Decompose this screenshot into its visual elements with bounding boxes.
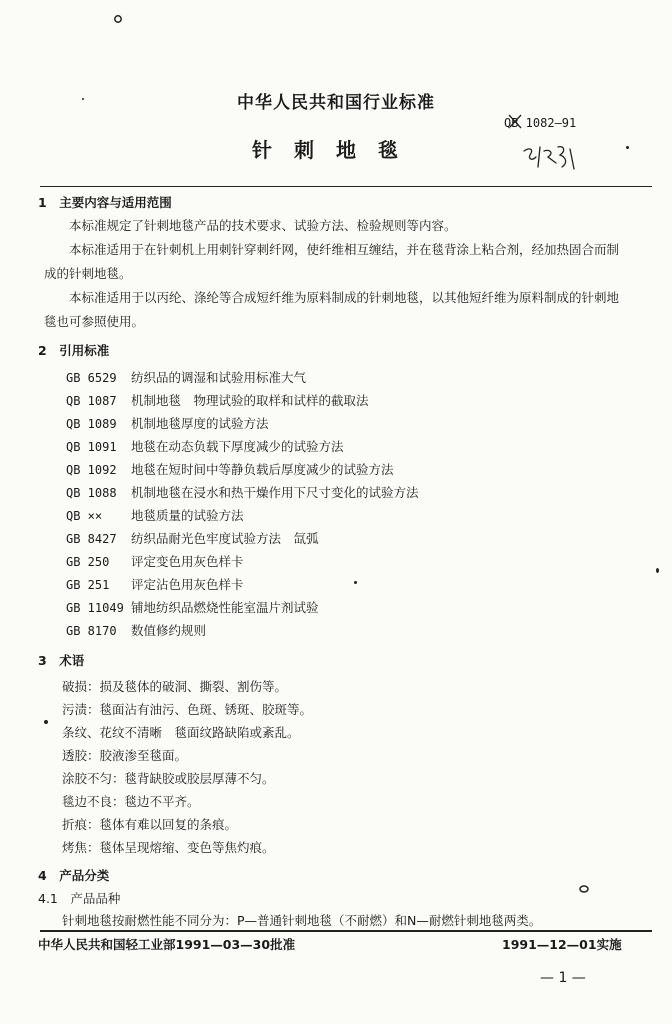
term-definition: 条纹、花纹不清晰 毯面纹路缺陷或紊乱。 [62, 725, 300, 740]
scan-speck [82, 98, 84, 100]
term-definition: 污渍：毯面沾有油污、色斑、锈斑、胶斑等。 [62, 702, 313, 717]
reference-code: GB 6529 [66, 371, 117, 385]
section-1-paragraph: 本标准适用于以丙纶、涤纶等合成短纤维为原料制成的针刺地毯，以其他短纤维为原料制成的针刺地毯也可参照使用。 [44, 290, 620, 329]
reference-item [66, 437, 344, 455]
reference-title: 机制地毯在浸水和热干燥作用下尺寸变化的试验方法 [131, 485, 419, 500]
approval-date: 中华人民共和国轻工业部1991—03—30批准 [38, 937, 296, 952]
reference-title: 机制地毯厚度的试验方法 [131, 416, 269, 431]
reference-title: 评定沾色用灰色样卡 [131, 577, 244, 592]
term-definition: 透胶：胶液渗至毯面。 [62, 748, 188, 763]
reference-code: QB 1092 [66, 463, 117, 477]
scan-speck-icon [112, 14, 124, 24]
handwritten-annotation [520, 141, 582, 173]
section-1-heading: 1 主要内容与适用范围 [38, 195, 172, 210]
reference-item [66, 414, 269, 432]
reference-code: GB 250 [66, 555, 110, 569]
scan-speck [354, 581, 357, 584]
section-4-1-text: 针刺地毯按耐燃性能不同分为：P—普通针刺地毯（不耐燃）和N—耐燃针刺地毯两类。 [62, 913, 542, 928]
reference-title: 地毯在短时间中等静负载后厚度减少的试验方法 [131, 462, 394, 477]
reference-code: GB 251 [66, 578, 110, 592]
reference-title: 纺织品的调湿和试验用标准大气 [131, 370, 307, 385]
scan-speck [626, 146, 629, 149]
reference-item [66, 598, 319, 616]
term-definition: 毯边不良：毯边不平齐。 [62, 794, 200, 809]
reference-item [66, 621, 206, 639]
reference-code: QB ×× [66, 509, 103, 523]
reference-item [66, 529, 319, 547]
page-number: — 1 — [540, 970, 586, 986]
reference-title: 地毯质量的试验方法 [131, 508, 244, 523]
reference-code: GB 8170 [66, 624, 117, 638]
reference-code: GB 11049 [66, 601, 124, 615]
section-2-heading: 2 引用标准 [38, 343, 110, 358]
section-1-paragraph: 本标准适用于在针刺机上用刺针穿刺纤网，使纤维相互缠结，并在毯背涂上粘合剂，经加热固合而制成的针刺地毯。 [44, 242, 620, 281]
term-definition: 破损：损及毯体的破洞、撕裂、割伤等。 [62, 679, 288, 694]
reference-item [66, 391, 369, 409]
document-title: 针刺地毯 [252, 138, 420, 162]
reference-title: 纺织品耐光色牢度试验方法 氙弧 [131, 531, 319, 546]
reference-code: QB 1088 [66, 486, 117, 500]
scan-speck [44, 720, 48, 724]
reference-code: GB 8427 [66, 532, 117, 546]
reference-item [66, 368, 306, 386]
term-definition: 折痕：毯体有难以回复的条痕。 [62, 817, 238, 832]
organization-title: 中华人民共和国行业标准 [237, 93, 435, 113]
footer-divider [40, 930, 652, 932]
scan-speck [656, 568, 659, 573]
term-definition: 涂胶不匀：毯背缺胶或胶层厚薄不匀。 [62, 771, 275, 786]
standard-code: QB 1082—91 [504, 116, 577, 130]
reference-code: QB 1087 [66, 394, 117, 408]
reference-item [66, 575, 244, 593]
reference-item [66, 460, 394, 478]
reference-code: QB 1091 [66, 440, 117, 454]
section-4-1-heading: 4.1 产品品种 [38, 891, 121, 906]
implementation-date: 1991—12—01实施 [502, 937, 622, 952]
section-1-paragraph: 本标准规定了针刺地毯产品的技术要求、试验方法、检验规则等内容。 [69, 218, 457, 233]
term-definition: 烤焦：毯体呈现熔缩、变色等焦灼痕。 [62, 840, 275, 855]
scan-speck-icon [578, 884, 590, 894]
reference-item [66, 506, 244, 524]
reference-item [66, 483, 419, 501]
reference-title: 评定变色用灰色样卡 [131, 554, 244, 569]
reference-item [66, 552, 244, 570]
section-3-heading: 3 术语 [38, 653, 85, 668]
reference-title: 数值修约规则 [131, 623, 207, 638]
reference-title: 机制地毯 物理试验的取样和试样的截取法 [131, 393, 369, 408]
section-4-heading: 4 产品分类 [38, 868, 110, 883]
reference-title: 地毯在动态负载下厚度减少的试验方法 [131, 439, 344, 454]
reference-code: QB 1089 [66, 417, 117, 431]
reference-title: 铺地纺织品燃烧性能室温片剂试验 [131, 600, 319, 615]
header-divider [40, 186, 652, 187]
